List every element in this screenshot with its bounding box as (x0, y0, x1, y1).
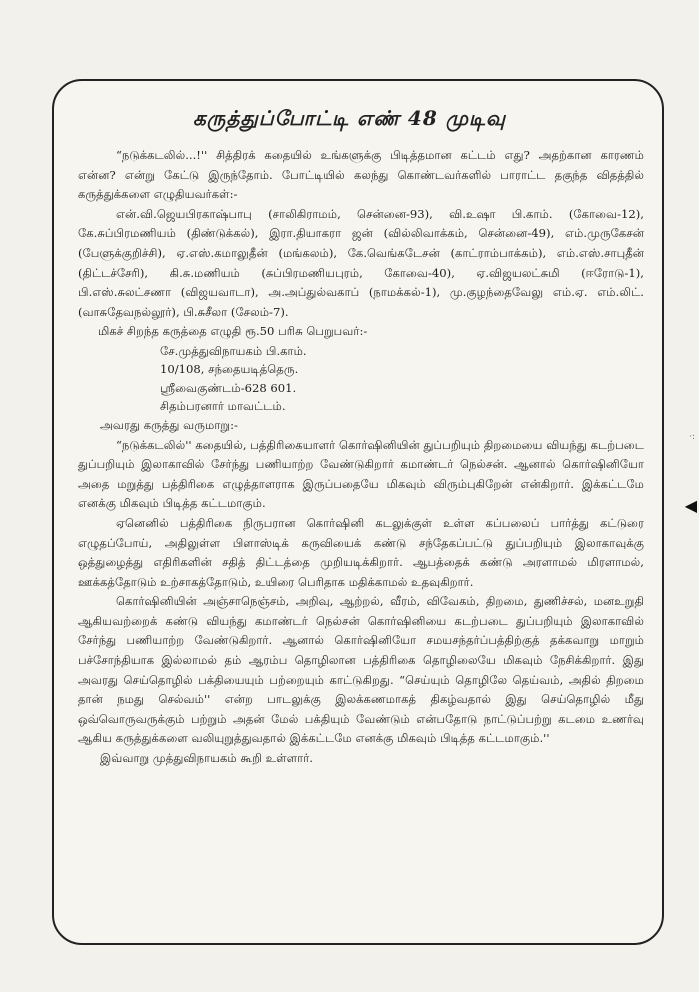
winner-town: ஸ்ரீவைகுண்டம்-628 601. (160, 380, 297, 395)
prize-line: மிகச் சிறந்த கருத்தை எழுதி ரூ.50 பரிசு பெறுபவர்:- (98, 324, 368, 339)
intro-paragraph: “நடுக்கடலில்...!'' சித்திரக் கதையில் உங்களுக்கு பிடித்தமான கட்டம் எது? அதற்கான காரணம் என்ன? என்று கேட்டு இருந்தோம். போட்டியில் கலந்து கொண்டவர்களில் பாராட்ட தகுந்த விதத்தில் கருத்துக்களை எழுதியவர்கள்:- (78, 148, 644, 202)
winner-name: சே.முத்துவிநாயகம் பி.காம். (160, 343, 307, 358)
margin-dots: ·: (689, 432, 695, 442)
closing-line: இவ்வாறு முத்துவிநாயகம் கூறி உள்ளார். (100, 751, 313, 766)
winner-district: சிதம்பரனார் மாவட்டம். (160, 399, 286, 414)
essay-paragraph-3: கொர்ஷினியின் அஞ்சாநெஞ்சம், அறிவு, ஆற்றல், வீரம், விவேகம், திறமை, துணிச்சல், மனஉறுதி ஆகியவற்றைக் கண்டு வியந்து கமாண்டர் நெல்சன் கொர்ஷினியை கடற்படை துப்பறியும் இலாகாவில் சேர்ந்து பணியாற்ற வேண்டுகிறார். ஆனால் கொர்ஷினியோ சமயசந்தர்ப்பத்திற்குத் தக்கவாறு மாறும் பச்சோந்தியாக இல்லாமல் தம் ஆரம்ப தொழிலான பத்திரிகை தொழிலையே மிகவும் நேசிக்கிறார். இது அவரது செய்தொழில் பக்தியையும் பற்றையும் காட்டுகிறது. “செய்யும் தொழிலே தெய்வம், அதில் திறமை தான் நமது செல்வம்'' என்ற பாடலுக்கு இலக்கணமாகத் திகழ்வதால் இது செய்தொழில் மீது ஒவ்வொருவருக்கும் பற்றும் அதன் மேல் பக்தியும் வேண்டும் என்பதோடு நாட்டுப்பற்று கடமை உணர்வு ஆகிய கருத்துக்களை வலியுறுத்துவதால் இக்கட்டமே எனக்கு மிகவும் பிடித்த கட்டமாகும்.'' (78, 594, 644, 746)
entrants-list: என்.வி.ஜெயபிரகாஷ்பாபு (சாலிகிராமம், சென்னை-93), வி.உஷா பி.காம். (கோவை-12), கே.சுப்பிரமணியம் (திண்டுக்கல்), இரா.தியாகரா ஜன் (வில்லிவாக்கம், சென்னை-49), எம்.முருகேசன் (பேளுக்குறிச்சி), ஏ.எஸ்.கமாலுதீன் (மங்கலம்), கே.வெங்கடேசன் (காட்ராம்பாக்கம்), எம்.எஸ்.சாபுதீன் (திட்டச்சேரி), கி.சு.மணியம் (சுப்பிரமணியபுரம், கோவை-40), ஏ.விஜயலட்சுமி (ஈரோடு-1), பி.எஸ்.சுலட்சணா (விஜயவாடா), அ.அப்துல்வகாப் (நாமக்கல்-1), மு.குழந்தைவேலு எம்.ஏ. எம்.லிட். (வாசுதேவநல்லூர்), பி.சுசீலா (சேலம்-7). (78, 206, 644, 319)
essay-paragraph-1: “நடுக்கடலில்'' கதையில், பத்திரிகையாளர் கொர்ஷினியின் துப்பறியும் திறமையை வியந்து கடற்படை துப்பறியும் இலாகாவில் சேர்ந்து பணியாற்ற வேண்டுகிறார் கமாண்டர் நெல்சன். ஆனால் கொர்ஷினியோ அதை மறுத்து பத்திரிகை எழுத்தாளராக இருப்பதையே மிகவும் விரும்புகிறேன் என்கிறார். இக்கட்டமே எனக்கு மிகவும் பிடித்த கட்டமாகும். (78, 437, 644, 511)
winner-street: 10/108, சந்தையடித்தெரு. (160, 362, 299, 377)
essay-paragraph-2: ஏனெனில் பத்திரிகை நிருபரான கொர்ஷினி கடலுக்குள் உள்ள கப்பலைப் பார்த்து கட்டுரை எழுதப்போய், அதிலுள்ள பிளாஸ்டிக் கருவியைக் கண்டு சந்தேகப்பட்டு துப்பறியும் இலாகாவுக்கு ஒத்துழைத்து எதிரிகளின் சதித் திட்டத்தை முறியடிக்கிறார். ஆபத்தைக் கண்டு அரளாமல் மிரளாமல், ஊக்கத்தோடும் உற்சாகத்தோடும், உயிரை பெரிதாக மதிக்காமல் உதவுகிறார். (78, 515, 644, 589)
essay-intro: அவரது கருத்து வருமாறு:- (100, 417, 238, 432)
margin-arrow-icon: ◀ (684, 496, 697, 515)
page-title: கருத்துப்போட்டி எண் 48 முடிவு (193, 106, 506, 130)
winner-address (78, 342, 644, 416)
article-body (78, 146, 644, 769)
